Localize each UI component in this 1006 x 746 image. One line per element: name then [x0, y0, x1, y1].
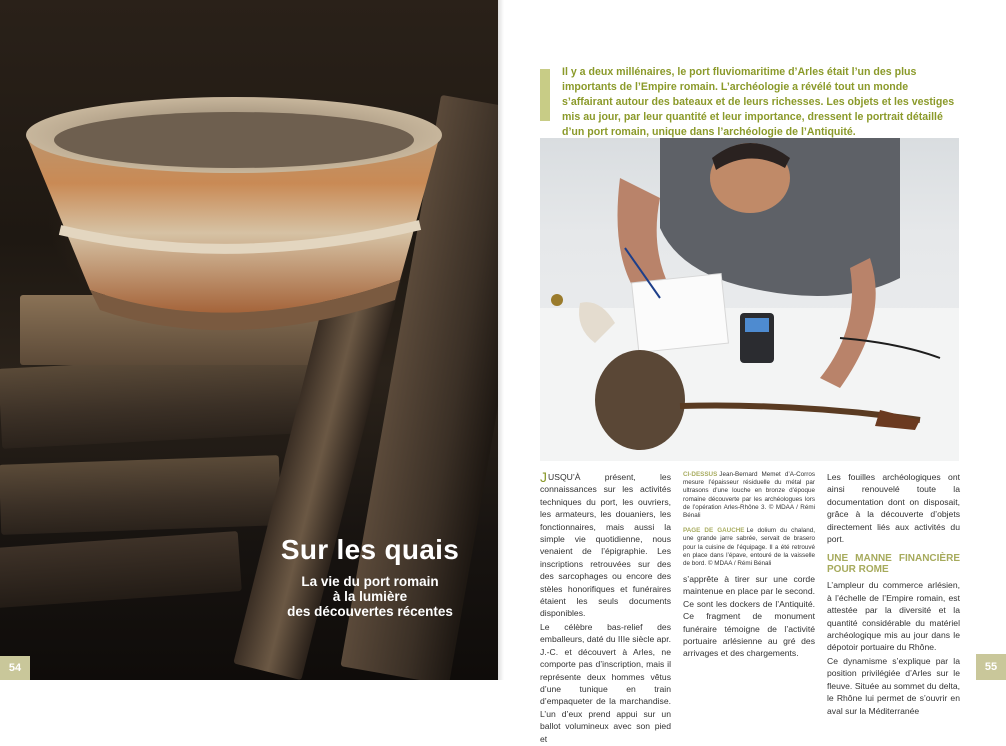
body-paragraph: Le célèbre bas-relief des emballeurs, daté du IIIe siècle apr. J.-C. et découvert à Arles, ne comporte pas d’inscription, mais il représente deux hommes vêtus d’une tunique en train d’empaqueter de la marchandise. L’un d’eux prend appui sur un ballot volumineux avec son pied et [540, 621, 671, 744]
body-column-1 [540, 471, 671, 746]
section-heading: UNE MANNE FINANCIÈRE POUR ROME [827, 553, 960, 576]
body-paragraph: s’apprête à tirer sur une corde maintenue en place par le second. Ce sont les dockers de l’Antiquité. Ce fragment de monument funéraire témoigne de l’activité portuaire arlésienne au gré des arrivages et des chargements. [683, 574, 815, 659]
article-subtitle: La vie du port romain à la lumière des découvertes récentes [287, 574, 453, 619]
intro-accent-bar [540, 69, 550, 121]
photo-captions [683, 471, 815, 575]
archaeologist-illustration [540, 138, 959, 461]
body-paragraph: L’ampleur du commerce arlésien, à l’échelle de l’Empire romain, est attestée par la diversité et la quantité considérable du matériel archéologique mis au jour dans le dépotoir portuaire du Rhône. [827, 580, 960, 653]
body-paragraph: Ce dynamisme s’explique par la position privilégiée d’Arles sur le fleuve. Située au sommet du delta, le Rhône lui permet de s’ouvrir en aval sur la Méditerranée [827, 655, 960, 716]
title-block [265, 534, 475, 619]
page-number-right: 55 [976, 654, 1006, 680]
caption-text: Le dolium du chaland, une grande jarre sabrée, servait de brasero pour la cuisine de l’équipage. Il a été retrouvé en place dans l’épave, entouré de la vaisselle de bord. © MDAA / Rémi Bénali [683, 527, 815, 568]
page-gutter [498, 0, 504, 680]
body-paragraph [540, 471, 671, 620]
article-title: Sur les quais [280, 534, 460, 565]
body-column-2 [683, 573, 815, 661]
intro-paragraph: Il y a deux millénaires, le port fluviomaritime d’Arles était l’un des plus importants de l’Empire romain. L’archéologie a révélé tout un monde s’affairant autour des bateaux et de leurs richesses. Les objets et les vestiges mis au jour, par leur quantité et leur importance, dressent le portrait détaillé d’un port romain, unique dans l’archéologie de l’Antiquité. [562, 66, 955, 138]
caption-label: PAGE DE GAUCHE [683, 527, 745, 535]
caption-text: Jean-Bernard Memet d’A-Corros mesure l’épaisseur résiduelle du métal par ultrasons d’une louche en bronze d’époque romaine découverte par les archéologues lors de l’opération Arles-Rhône 3. © MDAA / Rémi Bénali [683, 471, 815, 520]
left-page-photo [0, 0, 498, 680]
body-column-3 [827, 471, 960, 718]
caption-above [683, 471, 815, 520]
archaeologist-photo [540, 138, 959, 461]
caption-left-page [683, 527, 815, 568]
body-paragraph: Les fouilles archéologiques ont ainsi renouvelé toute la documentation dont on disposait, grâce à la découverte d’objets directement liés aux activités du port. [827, 472, 960, 545]
paragraph-text: USQU’À présent, les connaissances sur les activités techniques du port, les ouvriers, les armateurs, les douaniers, les fonctionnaires, mais aussi la simple vie quotidienne, nous venaient de l’épigraphie. Les inscriptions retrouvées sur des des sarcophages ou encore des stèles honorifiques et funéraires étaient les seuls documents disponibles. [540, 472, 671, 619]
page-number-left: 54 [0, 656, 30, 680]
caption-label: CI-DESSUS [683, 471, 718, 478]
drop-cap: J [540, 469, 547, 485]
